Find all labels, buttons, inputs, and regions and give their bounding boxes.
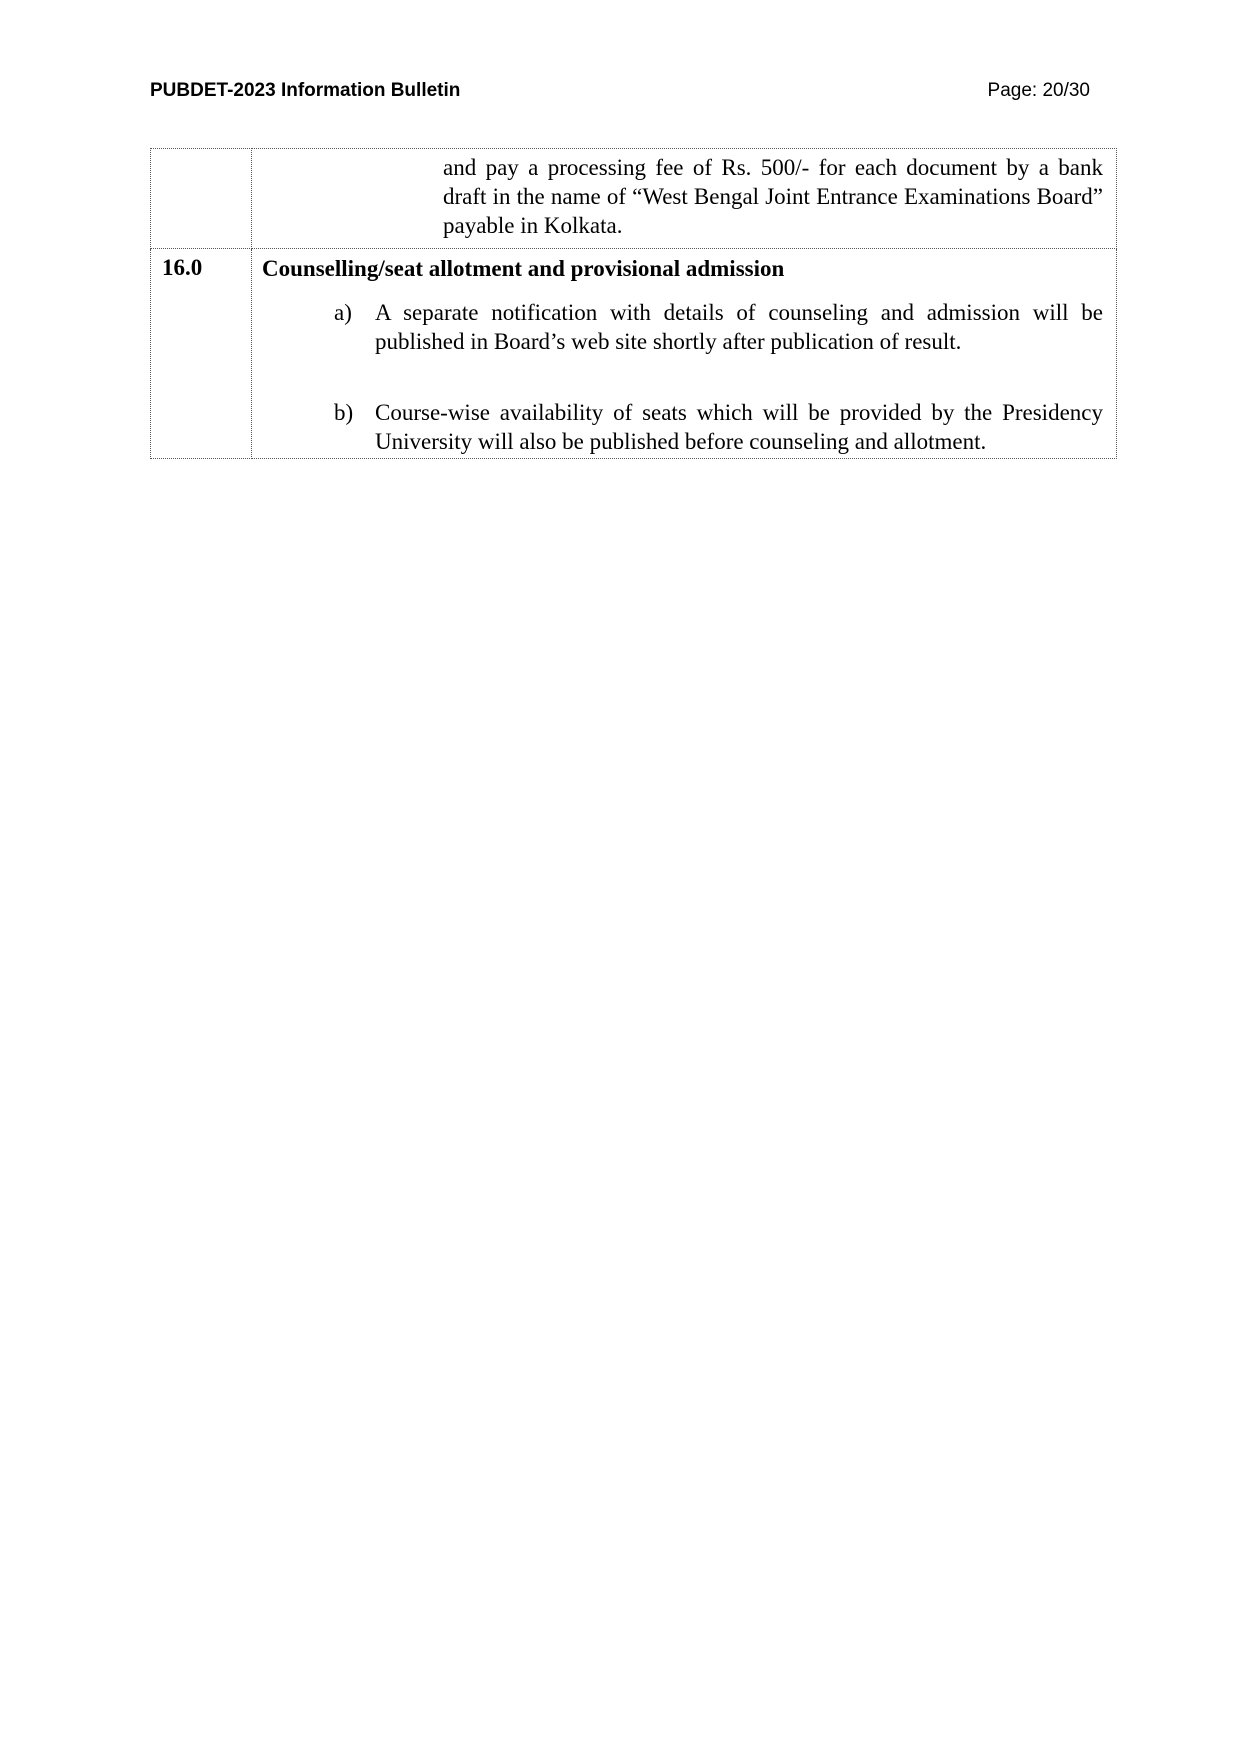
table-row — [151, 149, 1117, 249]
content-cell — [252, 149, 1117, 249]
page-header — [150, 80, 1090, 108]
continuation-paragraph: and pay a processing fee of Rs. 500/- for each document by a bank draft in the name of “West Bengal Joint Entrance Examinations Board” payable in Kolkata. — [443, 155, 1103, 238]
list-item-marker: a) — [334, 300, 352, 325]
list-item — [334, 298, 1103, 356]
number-cell — [151, 249, 252, 459]
content-table — [150, 148, 1117, 459]
list-item — [334, 398, 1103, 456]
list-item-text: Course-wise availability of seats which will be provided by the Presidency University will also be published before counseling and allotment. — [375, 400, 1103, 454]
section-heading: Counselling/seat allotment and provisional admission — [262, 256, 785, 281]
number-cell — [151, 149, 252, 249]
content-cell — [252, 249, 1117, 459]
document-title: PUBDET-2023 Information Bulletin — [150, 80, 461, 101]
list-item-text: A separate notification with details of counseling and admission will be published in Board’s web site shortly after publication of result. — [375, 300, 1103, 354]
list-item-marker: b) — [334, 400, 354, 425]
page-number: Page: 20/30 — [987, 80, 1090, 101]
table-row — [151, 249, 1117, 459]
section-number: 16.0 — [162, 255, 203, 280]
